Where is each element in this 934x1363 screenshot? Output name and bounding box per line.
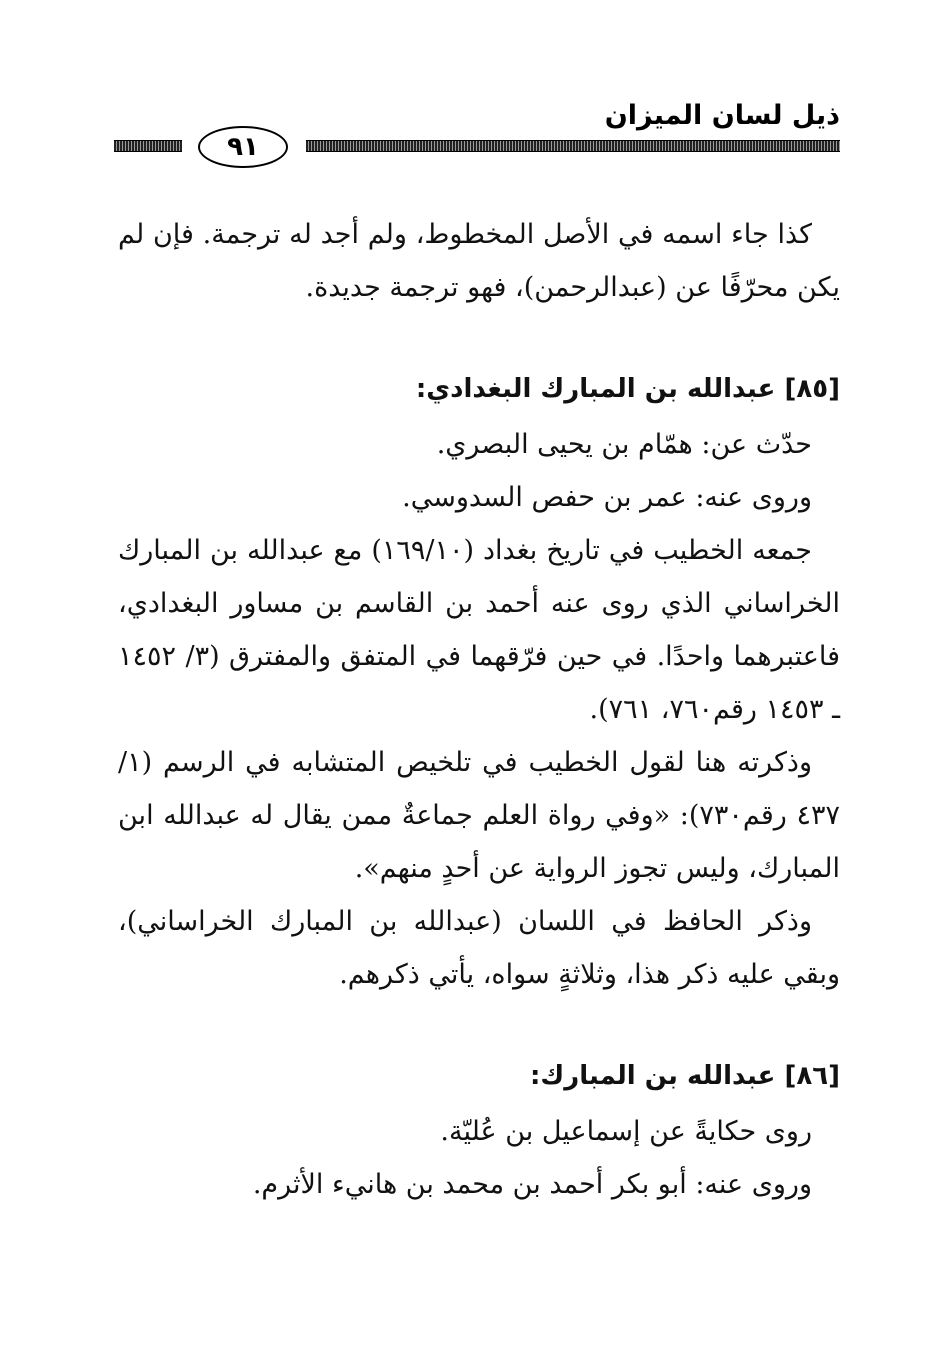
entry-85-paragraph-2: وذكرته هنا لقول الخطيب في تلخيص المتشابه في الرسم (١/ ٤٣٧ رقم٧٣٠): «وفي رواة العلم جماعةٌ ممن يقال له عبدالله ابن المبارك، وليس تجوز الرواية عن أحدٍ منهم». [118,747,840,884]
header-rule-right [306,140,840,152]
entry-86-heading: [٨٦] عبدالله بن المبارك: [530,1061,840,1091]
page-body [118,208,840,1211]
entry-85-narrated-from: حدّث عن: همّام بن يحيى البصري. [436,429,812,460]
intro-paragraph: كذا جاء اسمه في الأصل المخطوط، ولم أجد له ترجمة. فإن لم يكن محرّفًا عن (عبدالرحمن)، فهو ترجمة جديدة. [118,219,840,303]
entry-85-paragraph-1: جمعه الخطيب في تاريخ بغداد (١٦٩/١٠) مع عبدالله بن المبارك الخراساني الذي روى عنه أحمد بن القاسم بن مساور البغدادي، فاعتبرهما واحدًا. في حين فرّقهما في المتفق والمفترق (٣/ ١٤٥٢ ـ ١٤٥٣ رقم٧٦٠، ٧٦١). [118,535,840,725]
page-number: ٩١ [198,126,288,168]
section-gap [118,314,840,360]
section-gap [118,1001,840,1047]
book-title: ذيل لسان الميزان [604,100,840,131]
entry-85-paragraph-3: وذكر الحافظ في اللسان (عبدالله بن المبارك الخراساني)، وبقي عليه ذكر هذا، وثلاثةٍ سواه، يأتي ذكرهم. [118,906,840,990]
page-header [114,96,840,166]
entry-86-line-1: روى حكايةً عن إسماعيل بن عُليّة. [440,1116,812,1147]
entry-86-line-2: وروى عنه: أبو بكر أحمد بن محمد بن هانيء الأثرم. [252,1169,812,1200]
header-rule-left [114,140,182,152]
entry-85-heading: [٨٥] عبدالله بن المبارك البغدادي: [415,374,840,404]
entry-85-narrated-by: وروى عنه: عمر بن حفص السدوسي. [402,482,812,513]
